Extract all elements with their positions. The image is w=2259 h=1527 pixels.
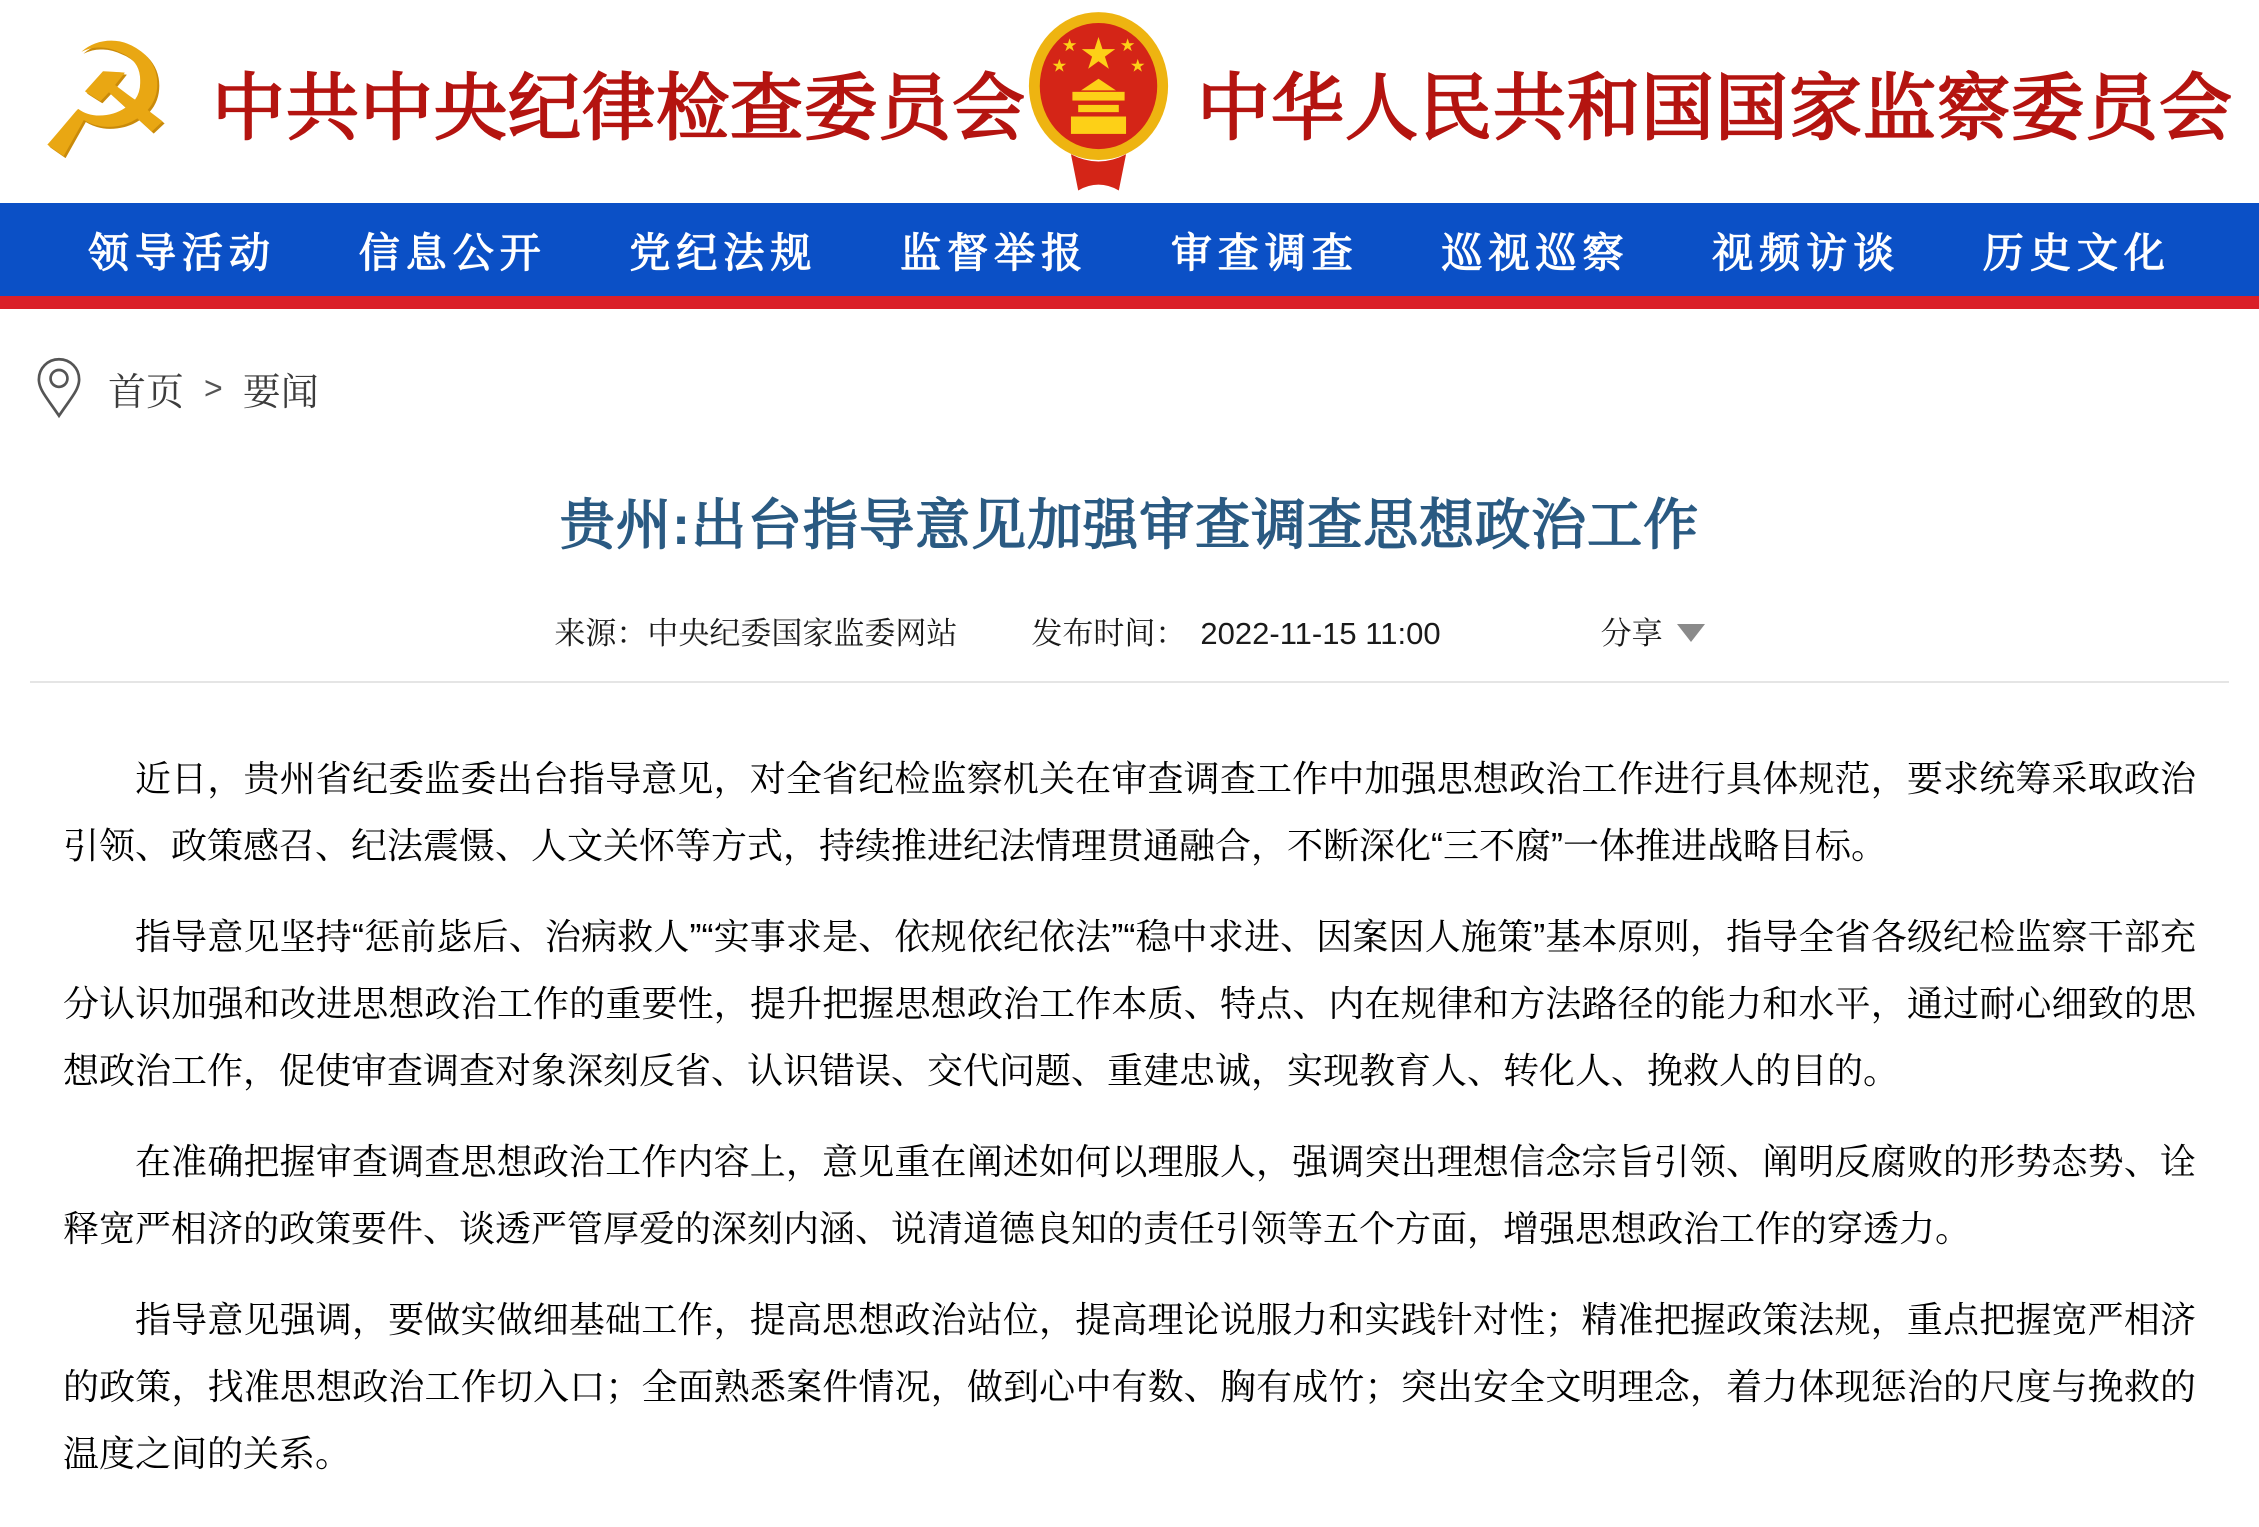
brand-nsc-title: 中华人民共和国国家监察委员会 bbox=[1197, 68, 2233, 149]
svg-text:★: ★ bbox=[1061, 34, 1078, 55]
article-title: 贵州:出台指导意见加强审查调查思想政治工作 bbox=[559, 494, 1700, 556]
caret-down-icon bbox=[1677, 624, 1705, 642]
nav-item-leadership-activities[interactable]: 领导活动 bbox=[88, 230, 276, 276]
nav-item-video-interviews[interactable]: 视频访谈 bbox=[1712, 230, 1901, 276]
publish-time-label: 发布时间： bbox=[1031, 616, 1187, 651]
svg-text:★: ★ bbox=[1051, 55, 1068, 76]
svg-text:★: ★ bbox=[1119, 34, 1136, 55]
breadcrumb bbox=[36, 357, 2259, 419]
site-header bbox=[0, 0, 2259, 203]
nav-item-review-investigation[interactable]: 审查调查 bbox=[1170, 230, 1359, 276]
paragraph: 近日，贵州省纪委监委出台指导意见，对全省纪检监察机关在审查调查工作中加强思想政治工作进行具体规范，要求统筹采取政治引领、政策感召、纪法震慑、人文关怀等方式，持续推进纪法情理贯通融合，不断深化“三不腐”一体推进战略目标。 bbox=[63, 758, 2196, 866]
nav-item-party-discipline-regulations[interactable]: 党纪法规 bbox=[629, 230, 818, 276]
article-source bbox=[554, 608, 957, 653]
source-value: 中央纪委国家监委网站 bbox=[647, 616, 958, 651]
breadcrumb-separator: > bbox=[204, 369, 223, 406]
article-publish-time bbox=[1031, 608, 1440, 653]
share-label: 分享 bbox=[1600, 616, 1663, 651]
source-label: 来源： bbox=[554, 616, 648, 651]
breadcrumb-current-link[interactable]: 要闻 bbox=[242, 371, 319, 414]
article-body bbox=[0, 683, 2259, 1527]
nav-item-inspection-tours[interactable]: 巡视巡察 bbox=[1441, 230, 1630, 276]
svg-text:★: ★ bbox=[1079, 30, 1118, 79]
share-button[interactable] bbox=[1601, 608, 1705, 653]
nav-item-supervision-reporting[interactable]: 监督举报 bbox=[900, 230, 1089, 276]
nav-item-history-culture[interactable]: 历史文化 bbox=[1982, 230, 2171, 276]
red-stripe-divider bbox=[0, 296, 2259, 309]
brand-nsc-link[interactable] bbox=[1026, 9, 2233, 195]
svg-text:★: ★ bbox=[1129, 55, 1146, 76]
breadcrumb-home-link[interactable]: 首页 bbox=[108, 371, 185, 414]
nav-item-information-disclosure[interactable]: 信息公开 bbox=[358, 230, 547, 276]
main-nav bbox=[0, 203, 2259, 296]
article bbox=[0, 481, 2259, 1527]
publish-time-value: 2022-11-15 11:00 bbox=[1200, 616, 1441, 651]
party-emblem-icon: ☭ bbox=[34, 13, 176, 190]
location-pin-icon bbox=[36, 357, 82, 419]
national-emblem-icon bbox=[1026, 9, 1171, 195]
paragraph: 在准确把握审查调查思想政治工作内容上，意见重在阐述如何以理服人，强调突出理想信念宗旨引领、阐明反腐败的形势态势、诠释宽严相济的政策要件、谈透严管厚爱的深刻内涵、说清道德良知的责任引领等五个方面，增强思想政治工作的穿透力。 bbox=[63, 1141, 2196, 1249]
brand-ccdi-title: 中共中央纪律检查委员会 bbox=[212, 68, 1026, 149]
paragraph: 指导意见强调，要做实做细基础工作，提高思想政治站位，提高理论说服力和实践针对性；精准把握政策法规，重点把握宽严相济的政策，找准思想政治工作切入口；全面熟悉案件情况，做到心中有数、胸有成竹；突出安全文明理念，着力体现惩治的尺度与挽救的温度之间的关系。 bbox=[63, 1299, 2196, 1474]
article-meta bbox=[0, 608, 2259, 653]
brand-ccdi-link[interactable] bbox=[26, 13, 1026, 190]
paragraph: 指导意见坚持“惩前毖后、治病救人”“实事求是、依规依纪依法”“稳中求进、因案因人施策”基本原则，指导全省各级纪检监察干部充分认识加强和改进思想政治工作的重要性，提升把握思想政治工作本质、特点、内在规律和方法路径的能力和水平，通过耐心细致的思想政治工作，促使审查调查对象深刻反省、认识错误、交代问题、重建忠诚，实现教育人、转化人、挽救人的目的。 bbox=[63, 916, 2196, 1091]
